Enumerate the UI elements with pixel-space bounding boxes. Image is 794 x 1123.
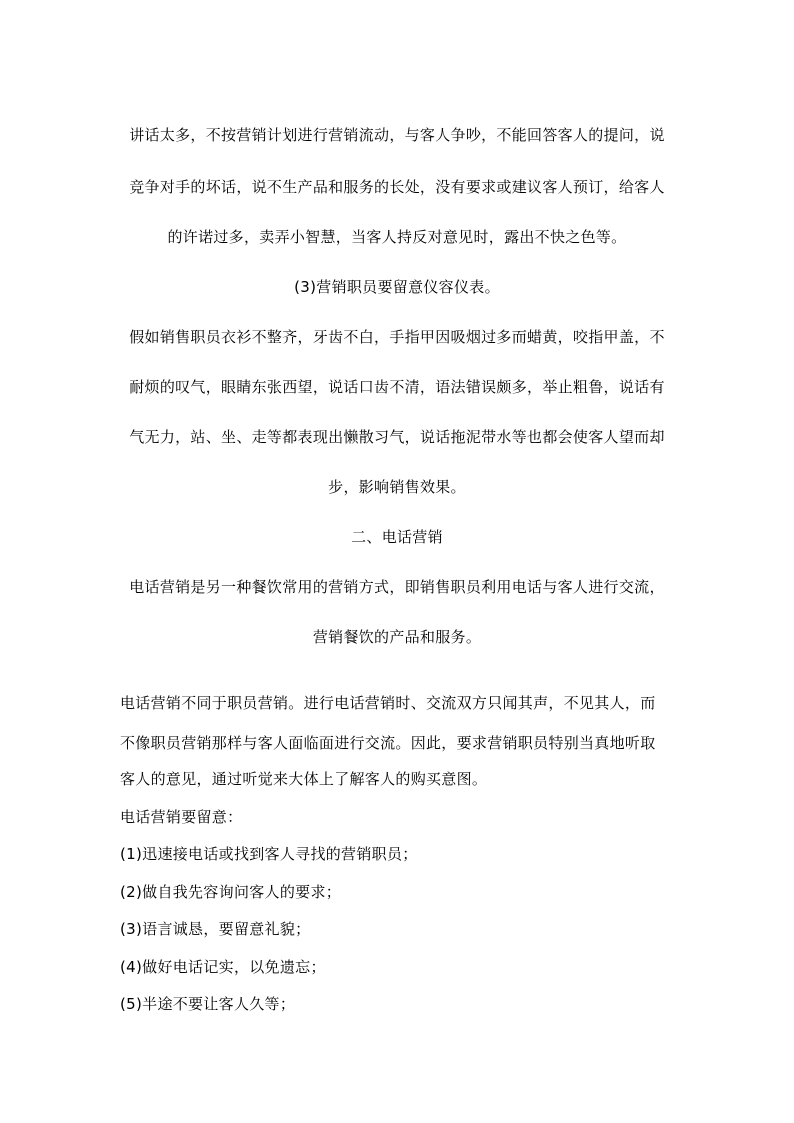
- paragraph-line: 竞争对手的坏话，说不生产品和服务的长处，没有要求或建议客人预订，给客人: [129, 178, 665, 196]
- paragraph-line: 气无力，站、坐、走等都表现出懒散习气，说话拖泥带水等也都会使客人望而却: [129, 428, 665, 446]
- paragraph-line: 营销餐饮的产品和服务。: [312, 628, 482, 646]
- subheading: (3)营销职员要留意仪容仪表。: [294, 278, 500, 296]
- paragraph-line: 客人的意见，通过听觉来大体上了解客人的购买意图。: [120, 770, 488, 788]
- paragraph-line: 讲话太多，不按营销计划进行营销流动，与客人争吵，不能回答客人的提问，说: [129, 126, 665, 144]
- paragraph-line: 耐烦的叹气，眼睛东张西望，说话口齿不清，语法错误颇多，举止粗鲁，说话有: [129, 378, 665, 396]
- list-item: (1)迅速接电话或找到客人寻找的营销职员；: [120, 845, 418, 863]
- paragraph-line: 不像职员营销那样与客人面临面进行交流。因此，要求营销职员特别当真地听取: [120, 734, 656, 752]
- paragraph-line: 电话营销不同于职员营销。进行电话营销时、交流双方只闻其声，不见其人，而: [120, 694, 656, 712]
- paragraph-line: 电话营销是另一种餐饮常用的营销方式，即销售职员利用电话与客人进行交流，: [129, 578, 665, 596]
- paragraph-line: 假如销售职员衣衫不整齐，牙齿不白，手指甲因吸烟过多而蜡黄，咬指甲盖，不: [129, 328, 665, 346]
- list-item: (2)做自我先容询问客人的要求；: [120, 883, 342, 901]
- paragraph-line: 步，影响销售效果。: [328, 478, 466, 496]
- list-item: (4)做好电话记实，以免遗忘；: [120, 958, 326, 976]
- list-item: (5)半途不要让客人久等；: [120, 995, 296, 1013]
- list-item: (3)语言诚恳，要留意礼貌；: [120, 920, 311, 938]
- list-title: 电话营销要留意：: [120, 808, 243, 826]
- paragraph-line: 的许诺过多，卖弄小智慧，当客人持反对意见时，露出不快之色等。: [167, 228, 627, 246]
- section-title: 二、电话营销: [351, 528, 443, 546]
